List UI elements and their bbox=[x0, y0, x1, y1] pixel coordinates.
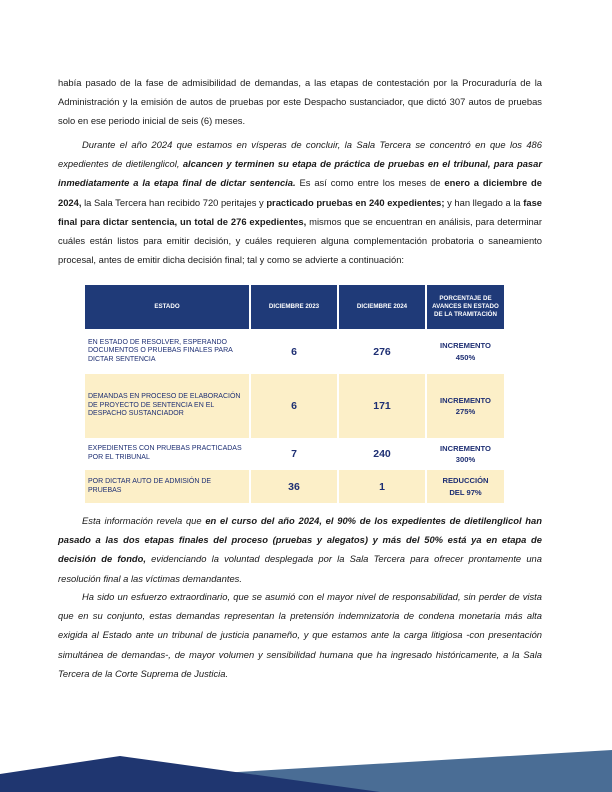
table-row bbox=[85, 438, 504, 470]
row-porcentaje: INCREMENTO 275% bbox=[427, 374, 504, 438]
row-estado: EN ESTADO DE RESOLVER, ESPERANDO DOCUMENTOS O PRUEBAS FINALES PARA DICTAR SENTENCIA bbox=[85, 329, 249, 374]
paragraph-2: Durante el año 2024 que estamos en vísperas de concluir, la Sala Tercera se concentró en que los 486 expedientes de dietilenglicol, alcancen y terminen su etapa de práctica de pruebas en el tribunal, para pasar inmediatamente a la etapa final de dictar sentencia. Es así como entre los meses de enero a diciembre de 2024, la Sala Tercera han recibido 720 peritajes y practicado pruebas en 240 expedientes; y han llegado a la fase final para dictar sentencia, un total de 276 expedientes, mismos que se encuentran en análisis, para determinar cuáles están listos para emitir decisión, y cuáles requieren alguna complementación probatoria o saneamiento procesal, antes de emitir dicha decisión final; tal y como se advierte a continuación: bbox=[58, 139, 543, 266]
row-dic2024: 1 bbox=[339, 470, 425, 503]
table-header-row bbox=[85, 285, 504, 329]
row-dic2023: 36 bbox=[251, 470, 337, 503]
row-dic2024: 240 bbox=[339, 438, 425, 470]
row-porcentaje: INCREMENTO 300% bbox=[427, 438, 504, 470]
row-porcentaje: INCREMENTO 450% bbox=[427, 329, 504, 374]
row-dic2024: 171 bbox=[339, 374, 425, 438]
paragraph-3: Esta información revela que en el curso del año 2024, el 90% de los expedientes de dietilenglicol han pasado a las dos etapas finales del proceso (pruebas y alegatos) y más del 50% está ya en etapa de decisión de fondo, evidenciando la voluntad desplegada por la Sala Tercera para ofrecer prontamente una resolución final a las víctimas demandantes. bbox=[58, 515, 542, 584]
paragraph-continuation bbox=[58, 73, 542, 131]
row-porcentaje: REDUCCIÓN DEL 97% bbox=[427, 470, 504, 503]
header-porcentaje: PORCENTAJE DE AVANCES EN ESTADO DE LA TRAMITACIÓN bbox=[427, 285, 504, 329]
row-estado: POR DICTAR AUTO DE ADMISIÓN DE PRUEBAS bbox=[85, 470, 249, 503]
row-estado: DEMANDAS EN PROCESO DE ELABORACIÓN DE PROYECTO DE SENTENCIA EN EL DESPACHO SUSTANCIADOR bbox=[85, 374, 249, 438]
header-diciembre-2023: DICIEMBRE 2023 bbox=[251, 285, 337, 329]
row-dic2023: 7 bbox=[251, 438, 337, 470]
paragraph-3-block bbox=[58, 511, 542, 588]
paragraph-2-block bbox=[58, 135, 542, 269]
paragraph-4-block bbox=[58, 587, 542, 683]
row-dic2023: 6 bbox=[251, 329, 337, 374]
row-dic2024: 276 bbox=[339, 329, 425, 374]
row-dic2023: 6 bbox=[251, 374, 337, 438]
header-diciembre-2024: DICIEMBRE 2024 bbox=[339, 285, 425, 329]
progress-table bbox=[83, 285, 506, 503]
footer-decoration bbox=[0, 746, 612, 792]
paragraph-1: había pasado de la fase de admisibilidad de demandas, a las etapas de contestación por la Procuraduría de la Administración y la emisión de autos de pruebas por este Despacho sustanciador, que dictó 307 autos de pruebas solo en ese periodo inicial de seis (6) meses. bbox=[58, 77, 542, 127]
paragraph-4: Ha sido un esfuerzo extraordinario, que se asumió con el mayor nivel de responsabilidad, sin perder de vista que en su conjunto, estas demandas representan la pretensión indemnizatoria de condena monetaria más alta exigida al Estado ante un tribunal de justicia panameño, y que estamos ante la carga litigiosa -con presentación simultánea de demandas-, de mayor volumen y sensibilidad humana que ha ingresado históricamente, a la Sala Tercera de la Corte Suprema de Justicia. bbox=[58, 591, 543, 679]
table-row bbox=[85, 374, 504, 438]
row-estado: EXPEDIENTES CON PRUEBAS PRACTICADAS POR EL TRIBUNAL bbox=[85, 438, 249, 470]
header-estado: ESTADO bbox=[85, 285, 249, 329]
table-row bbox=[85, 329, 504, 374]
table-row bbox=[85, 470, 504, 503]
